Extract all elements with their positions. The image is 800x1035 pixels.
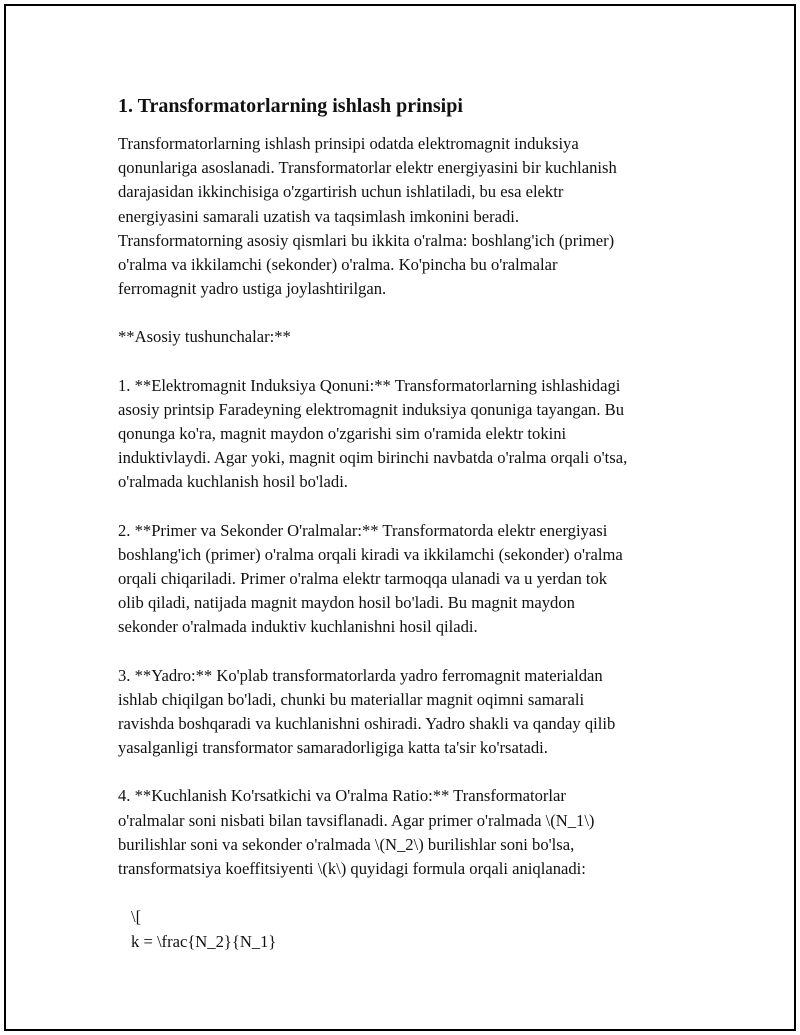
concept-item-2: 2. **Primer va Sekonder O'ralmalar:** Transformatorda elektr energiyasi boshlang'ich (primer) o'ralma orqali kiradi va ikkilamchi (sekonder) o'ralma orqali chiqariladi. Primer o'ralma elektr tarmoqqa ulanadi va u yerdan tok olib qiladi, natijada magnit maydon hosil bo'ladi. Bu magnit maydon sekonder o'ralmada induktiv kuchlanishni hosil qiladi.: [118, 520, 623, 637]
formula-block: [118, 881, 708, 978]
formula-open: \[: [131, 907, 142, 927]
concept-item-1: 1. **Elektromagnit Induksiya Qonuni:** Transformatorlarning ishlashidagi asosiy printsip Faradeyning elektromagnit induksiya qonuniga tayangan. Bu qonunga ko'ra, magnit maydon o'zgarishi sim o'ramida elektr tokini induktivlaydi. Agar yoki, magnit oqim birinchi navbatda o'ralma orqali o'tsa, o'ralmada kuchlanish hosil bo'ladi.: [118, 375, 628, 492]
formula-body: k = \frac{N_2}{N_1}: [131, 931, 277, 951]
concepts-heading: **Asosiy tushunchalar:**: [118, 327, 291, 347]
intro-paragraph: Transformatorlarning ishlash prinsipi odatda elektromagnit induksiya qonunlariga asoslanadi. Transformatorlar elektr energiyasini bir kuchlanish darajasidan ikkinchisiga o'zgartirish uchun ishlatiladi, bu esa elektr energiyasini samarali uzatish va taqsimlash imkonini beradi. Transformatorning asosiy qismlari bu ikkita o'ralma: boshlang'ich (primer) o'ralma va ikkilamchi (sekonder) o'ralma. Ko'pincha bu o'ralmalar ferromagnit yadro ustiga joylashtirilgan.: [118, 134, 617, 299]
concept-item-4: 4. **Kuchlanish Ko'rsatkichi va O'ralma Ratio:** Transformatorlar o'ralmalar soni nisbati bilan tavsiflanadi. Agar primer o'ralmada \(N_1\) burilishlar soni va sekonder o'ralmada \(N_2\) burilishlar soni bo'lsa, transformatsiya koeffitsiyenti \(k\) quyidagi formula orqali aniqlanadi:: [118, 786, 595, 879]
concept-item-3: 3. **Yadro:** Ko'plab transformatorlarda yadro ferromagnit materialdan ishlab chiqilgan bo'ladi, chunki bu materiallar magnit oqimni samarali ravishda boshqaradi va kuchlanishni oshiradi. Yadro shakli va qanday qilib yasalganligi transformator samaradorligiga katta ta'sir ko'rsatadi.: [118, 665, 616, 758]
document-content: [118, 92, 708, 978]
section-heading: 1. Transformatorlarning ishlash prinsipi: [118, 95, 463, 117]
